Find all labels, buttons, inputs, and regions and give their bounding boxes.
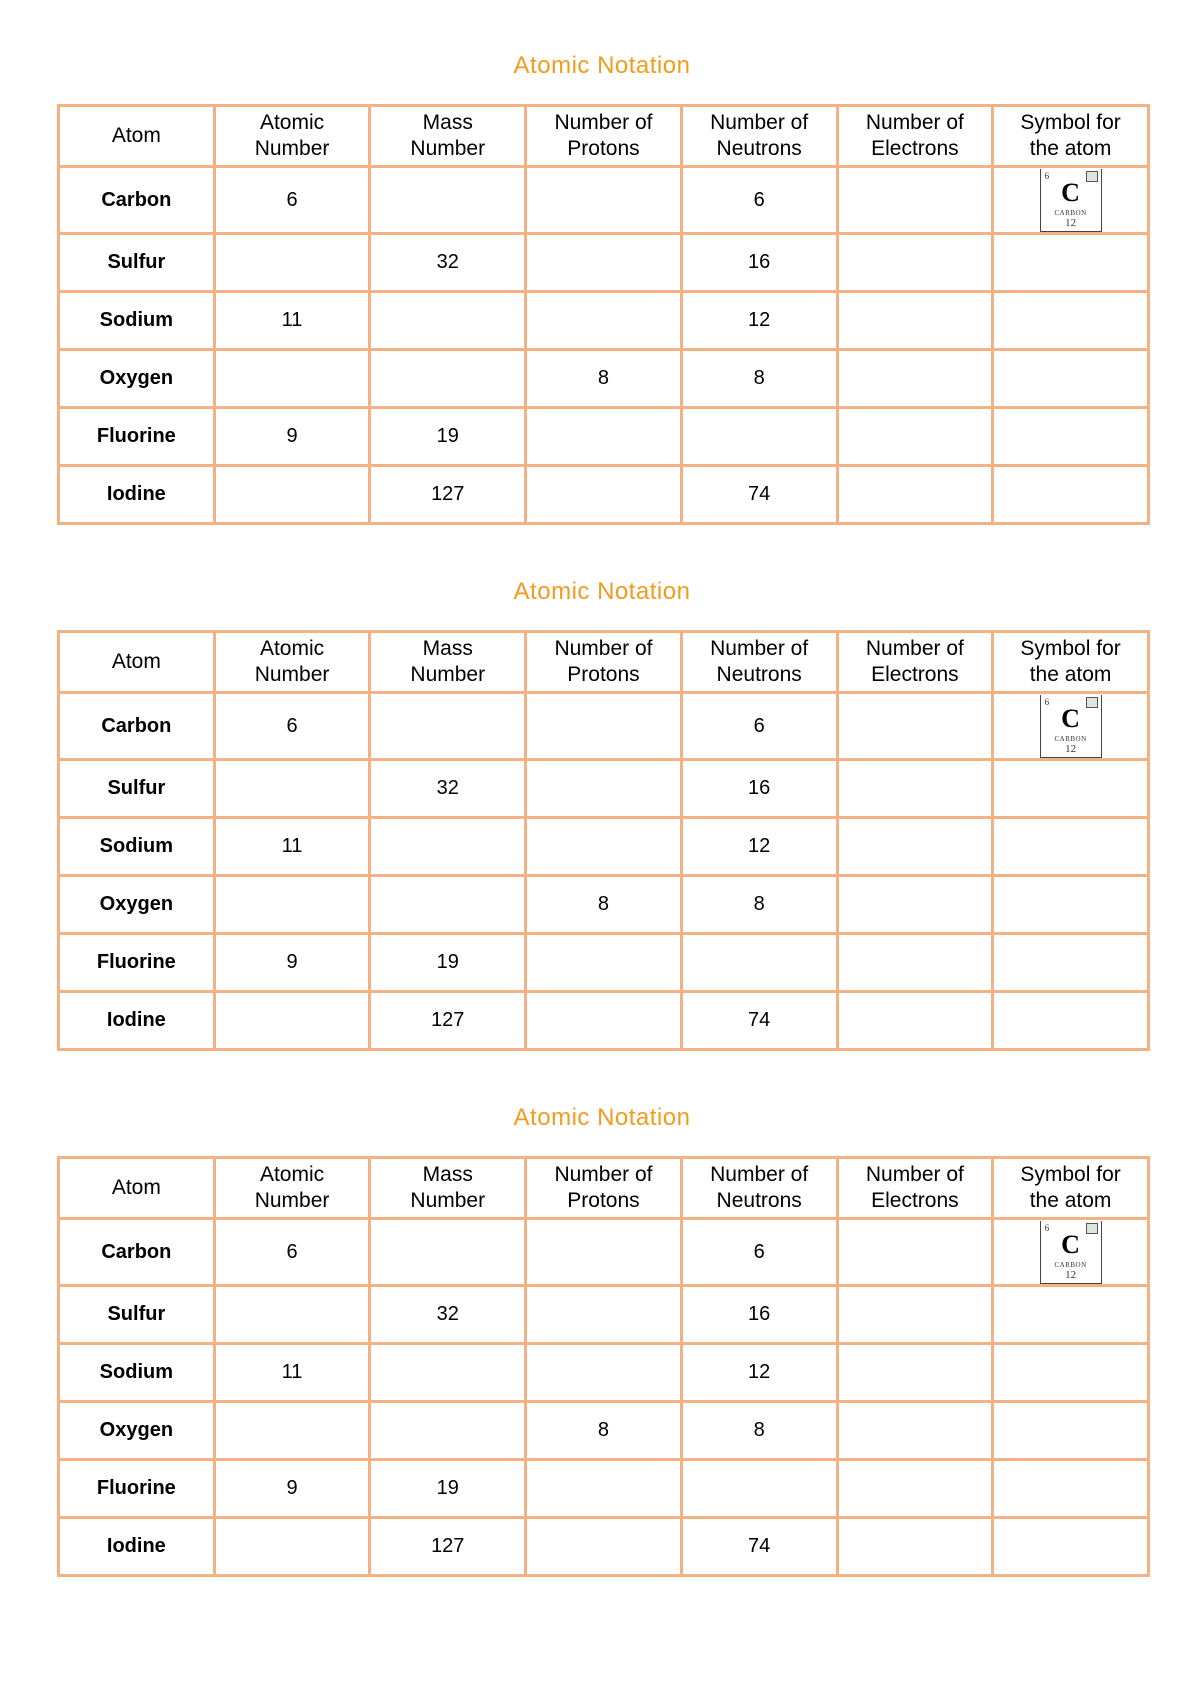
neutrons-cell: 8 (681, 876, 837, 934)
atom-name-cell: Carbon (59, 1219, 215, 1286)
protons-cell (526, 466, 682, 524)
header-line-2: Number (410, 1189, 486, 1212)
symbol-cell (993, 760, 1149, 818)
neutrons-cell: 74 (681, 992, 837, 1050)
mass-number-cell (370, 292, 526, 350)
atom-name-cell: Sulfur (59, 234, 215, 292)
header-line-2: Number (410, 137, 486, 160)
column-header (681, 632, 837, 693)
header-line-2: Number (410, 663, 486, 686)
atomic-number-cell: 9 (214, 934, 370, 992)
header-line-2: Number (254, 137, 330, 160)
header-line-1: Number of (865, 111, 964, 134)
electrons-cell (837, 167, 993, 234)
atom-name-cell: Iodine (59, 1518, 215, 1576)
atom-name-cell: Carbon (59, 167, 215, 234)
symbol-cell (993, 466, 1149, 524)
symbol-cell (993, 818, 1149, 876)
atomic-number-cell: 9 (214, 1460, 370, 1518)
neutrons-cell: 74 (681, 466, 837, 524)
column-header (526, 1158, 682, 1219)
protons-cell (526, 992, 682, 1050)
column-header (214, 632, 370, 693)
electrons-cell (837, 466, 993, 524)
symbol-cell (993, 876, 1149, 934)
electrons-cell (837, 292, 993, 350)
protons-cell (526, 234, 682, 292)
table-row (59, 1344, 1149, 1402)
table-row (59, 992, 1149, 1050)
table-row (59, 934, 1149, 992)
column-header (370, 106, 526, 167)
electrons-cell (837, 992, 993, 1050)
table-row (59, 760, 1149, 818)
header-line-1: Atom (111, 650, 161, 673)
atomic-notation-table (57, 1156, 1150, 1577)
header-line-1: Mass (422, 1163, 473, 1186)
column-header (993, 1158, 1149, 1219)
mass-number-cell (370, 1344, 526, 1402)
symbol-cell (993, 234, 1149, 292)
header-line-1: Number of (554, 111, 653, 134)
electrons-cell (837, 760, 993, 818)
neutrons-cell: 6 (681, 167, 837, 234)
atom-name-cell: Sodium (59, 818, 215, 876)
header-line-2: Neutrons (716, 1189, 802, 1212)
neutrons-cell: 16 (681, 1286, 837, 1344)
protons-cell (526, 693, 682, 760)
atom-name-cell: Fluorine (59, 1460, 215, 1518)
column-header (59, 632, 215, 693)
atomic-number-cell: 6 (214, 1219, 370, 1286)
atom-name-cell: Fluorine (59, 934, 215, 992)
electrons-cell (837, 1344, 993, 1402)
header-line-2: Number (254, 663, 330, 686)
header-line-1: Number of (710, 1163, 809, 1186)
header-line-2: Neutrons (716, 663, 802, 686)
header-line-1: Atom (111, 1176, 161, 1199)
neutrons-cell: 16 (681, 760, 837, 818)
protons-cell: 8 (526, 350, 682, 408)
header-line-1: Number of (710, 111, 809, 134)
column-header (526, 632, 682, 693)
table-row (59, 876, 1149, 934)
column-header (59, 106, 215, 167)
neutrons-cell: 6 (681, 693, 837, 760)
mass-number-cell (370, 693, 526, 760)
tile-symbol: C (1061, 703, 1080, 733)
protons-cell (526, 408, 682, 466)
protons-cell (526, 1518, 682, 1576)
symbol-cell (993, 934, 1149, 992)
atomic-notation-table (57, 630, 1150, 1051)
neutrons-cell (681, 408, 837, 466)
neutrons-cell: 12 (681, 1344, 837, 1402)
header-line-1: Atomic (259, 111, 325, 134)
atomic-notation-table (57, 104, 1150, 525)
neutrons-cell: 12 (681, 818, 837, 876)
atomic-number-cell: 11 (214, 818, 370, 876)
atomic-number-cell: 6 (214, 693, 370, 760)
symbol-cell (993, 292, 1149, 350)
section-title: Atomic Notation (513, 1104, 691, 1131)
atomic-number-cell (214, 234, 370, 292)
tile-element-name: CARBON (1054, 1260, 1087, 1269)
neutrons-cell: 16 (681, 234, 837, 292)
tile-mass: 12 (1065, 742, 1077, 755)
table-row (59, 1286, 1149, 1344)
atomic-number-cell (214, 992, 370, 1050)
electrons-cell (837, 408, 993, 466)
electrons-cell (837, 693, 993, 760)
header-line-2: the atom (1029, 663, 1112, 686)
protons-cell: 8 (526, 1402, 682, 1460)
tile-element-name: CARBON (1054, 208, 1087, 217)
section-title: Atomic Notation (513, 578, 691, 605)
atom-name-cell: Carbon (59, 693, 215, 760)
header-line-1: Number of (710, 637, 809, 660)
column-header (993, 106, 1149, 167)
mass-number-cell: 32 (370, 1286, 526, 1344)
electrons-cell (837, 350, 993, 408)
mass-number-cell (370, 1402, 526, 1460)
atomic-number-cell (214, 760, 370, 818)
header-line-1: Mass (422, 111, 473, 134)
column-header (214, 1158, 370, 1219)
electrons-cell (837, 1219, 993, 1286)
table-row (59, 1518, 1149, 1576)
mass-number-cell (370, 167, 526, 234)
element-tile (1040, 695, 1102, 758)
neutrons-cell: 8 (681, 350, 837, 408)
header-line-2: Number (254, 1189, 330, 1212)
atomic-number-cell (214, 1518, 370, 1576)
column-header (837, 1158, 993, 1219)
header-line-1: Number of (554, 1163, 653, 1186)
atom-name-cell: Fluorine (59, 408, 215, 466)
table-row (59, 167, 1149, 234)
mass-number-cell: 19 (370, 1460, 526, 1518)
header-line-2: the atom (1029, 1189, 1112, 1212)
atom-name-cell: Iodine (59, 992, 215, 1050)
protons-cell (526, 1344, 682, 1402)
tile-atomic-number: 6 (1044, 696, 1050, 707)
header-line-1: Atom (111, 124, 161, 147)
table-row (59, 818, 1149, 876)
table-row (59, 350, 1149, 408)
atom-name-cell: Iodine (59, 466, 215, 524)
mass-number-cell (370, 1219, 526, 1286)
symbol-cell (993, 1460, 1149, 1518)
atomic-number-cell: 6 (214, 167, 370, 234)
protons-cell (526, 1219, 682, 1286)
mass-number-cell (370, 876, 526, 934)
symbol-cell (993, 1219, 1149, 1286)
mass-number-cell: 19 (370, 408, 526, 466)
atomic-number-cell (214, 876, 370, 934)
atom-name-cell: Sulfur (59, 760, 215, 818)
symbol-cell (993, 1402, 1149, 1460)
electrons-cell (837, 1460, 993, 1518)
table-row (59, 466, 1149, 524)
header-line-1: Atomic (259, 1163, 325, 1186)
atom-name-cell: Sodium (59, 1344, 215, 1402)
column-header (993, 632, 1149, 693)
neutrons-cell: 12 (681, 292, 837, 350)
mass-number-cell: 127 (370, 1518, 526, 1576)
atomic-number-cell (214, 1402, 370, 1460)
mass-number-cell (370, 350, 526, 408)
tile-atomic-number: 6 (1044, 1222, 1050, 1233)
electrons-cell (837, 876, 993, 934)
table-row (59, 292, 1149, 350)
element-tile (1040, 1221, 1102, 1284)
symbol-cell (993, 1518, 1149, 1576)
mass-number-cell: 127 (370, 992, 526, 1050)
table-row (59, 408, 1149, 466)
electrons-cell (837, 934, 993, 992)
protons-cell (526, 818, 682, 876)
mass-number-cell: 32 (370, 234, 526, 292)
tile-symbol: C (1061, 1229, 1080, 1259)
atomic-number-cell (214, 1286, 370, 1344)
protons-cell (526, 760, 682, 818)
protons-cell (526, 292, 682, 350)
table-row (59, 234, 1149, 292)
atomic-number-cell (214, 350, 370, 408)
atomic-number-cell (214, 466, 370, 524)
header-line-2: Electrons (871, 137, 959, 160)
atom-name-cell: Oxygen (59, 350, 215, 408)
tile-symbol: C (1061, 177, 1080, 207)
tile-atomic-number: 6 (1044, 170, 1050, 181)
electrons-cell (837, 1518, 993, 1576)
tile-mass: 12 (1065, 1268, 1077, 1281)
atom-name-cell: Sulfur (59, 1286, 215, 1344)
electrons-cell (837, 1402, 993, 1460)
neutrons-cell: 74 (681, 1518, 837, 1576)
header-line-1: Symbol for (1020, 637, 1121, 660)
electrons-cell (837, 1286, 993, 1344)
neutrons-cell (681, 1460, 837, 1518)
header-line-2: Protons (567, 663, 640, 686)
symbol-cell (993, 1286, 1149, 1344)
protons-cell (526, 934, 682, 992)
header-line-1: Symbol for (1020, 1163, 1121, 1186)
element-tile (1040, 169, 1102, 232)
header-line-2: Protons (567, 137, 640, 160)
symbol-cell (993, 408, 1149, 466)
tile-element-name: CARBON (1054, 734, 1087, 743)
mass-number-cell: 127 (370, 466, 526, 524)
atom-name-cell: Oxygen (59, 876, 215, 934)
header-line-2: Electrons (871, 1189, 959, 1212)
symbol-cell (993, 350, 1149, 408)
header-row (59, 632, 1149, 693)
atomic-number-cell: 9 (214, 408, 370, 466)
symbol-cell (993, 992, 1149, 1050)
table-row (59, 1460, 1149, 1518)
neutrons-cell: 6 (681, 1219, 837, 1286)
column-header (59, 1158, 215, 1219)
tile-mass: 12 (1065, 216, 1077, 229)
neutrons-cell (681, 934, 837, 992)
section-title: Atomic Notation (513, 52, 691, 79)
header-line-1: Number of (554, 637, 653, 660)
column-header (681, 106, 837, 167)
protons-cell (526, 1460, 682, 1518)
table-row (59, 1219, 1149, 1286)
atomic-number-cell: 11 (214, 292, 370, 350)
table-row (59, 693, 1149, 760)
protons-cell: 8 (526, 876, 682, 934)
mass-number-cell: 19 (370, 934, 526, 992)
column-header (214, 106, 370, 167)
header-line-1: Mass (422, 637, 473, 660)
column-header (526, 106, 682, 167)
protons-cell (526, 167, 682, 234)
column-header (837, 632, 993, 693)
symbol-cell (993, 167, 1149, 234)
electrons-cell (837, 234, 993, 292)
header-line-1: Symbol for (1020, 111, 1121, 134)
header-line-1: Number of (865, 1163, 964, 1186)
neutrons-cell: 8 (681, 1402, 837, 1460)
column-header (681, 1158, 837, 1219)
column-header (837, 106, 993, 167)
electrons-cell (837, 818, 993, 876)
mass-number-cell: 32 (370, 760, 526, 818)
header-row (59, 1158, 1149, 1219)
symbol-cell (993, 693, 1149, 760)
symbol-cell (993, 1344, 1149, 1402)
mass-number-cell (370, 818, 526, 876)
table-row (59, 1402, 1149, 1460)
atomic-number-cell: 11 (214, 1344, 370, 1402)
column-header (370, 1158, 526, 1219)
atom-name-cell: Sodium (59, 292, 215, 350)
header-line-1: Atomic (259, 637, 325, 660)
header-line-2: the atom (1029, 137, 1112, 160)
atom-name-cell: Oxygen (59, 1402, 215, 1460)
header-line-2: Neutrons (716, 137, 802, 160)
header-line-2: Protons (567, 1189, 640, 1212)
header-row (59, 106, 1149, 167)
protons-cell (526, 1286, 682, 1344)
column-header (370, 632, 526, 693)
header-line-1: Number of (865, 637, 964, 660)
header-line-2: Electrons (871, 663, 959, 686)
